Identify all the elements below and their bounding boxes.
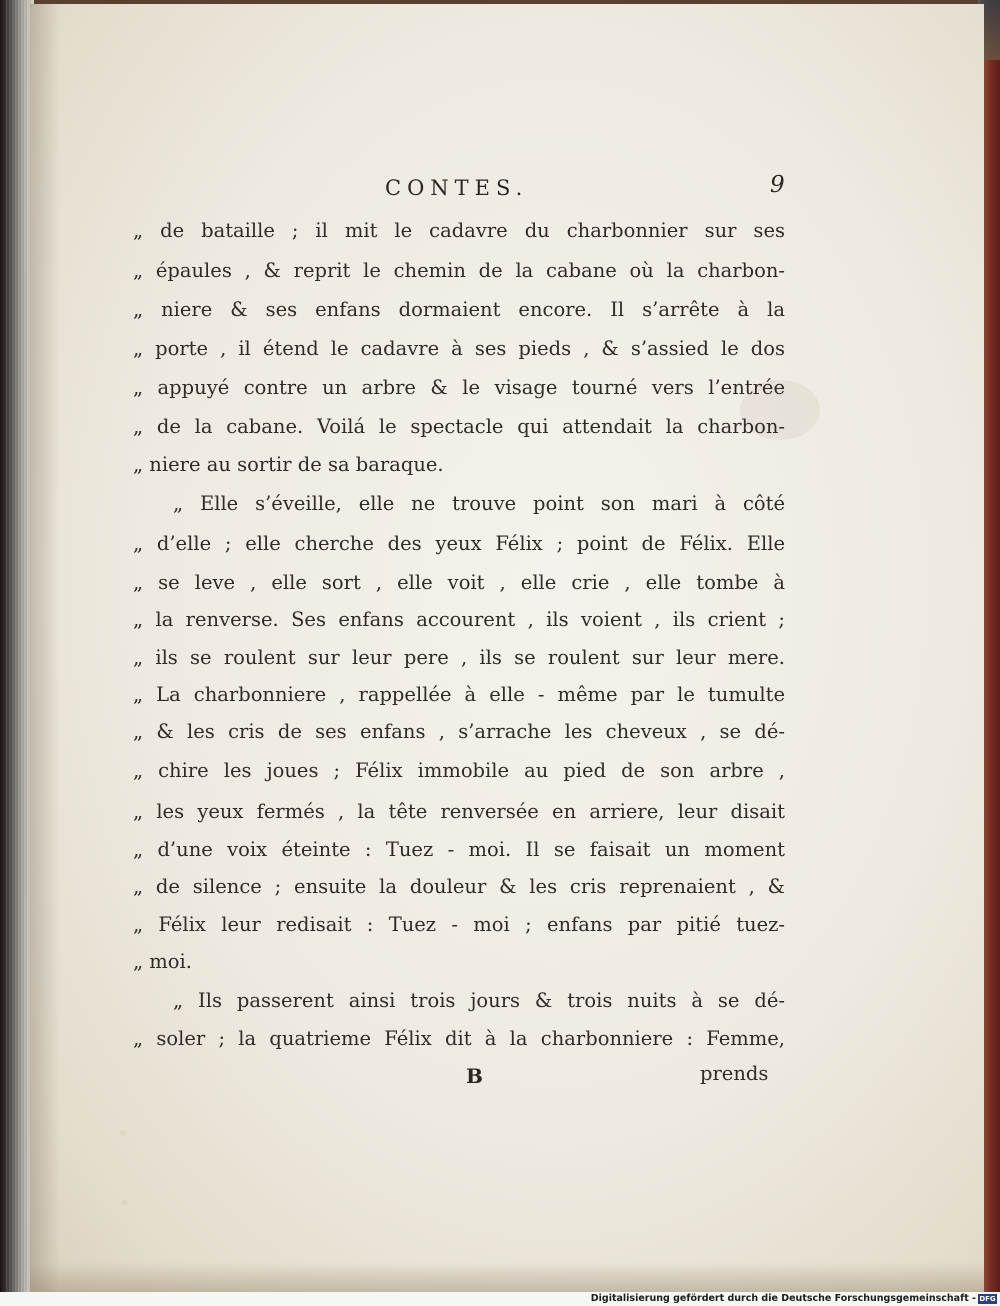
body-line: „ d’une voix éteinte : Tuez - moi. Il se faisait un moment (133, 838, 785, 861)
body-line: „ niere & ses enfans dormaient encore. Il s’arrête à la (133, 298, 785, 321)
body-line: „ de bataille ; il mit le cadavre du charbonnier sur ses (133, 219, 785, 242)
body-line: „ La charbonniere , rappellée à elle - même par le tumulte (133, 683, 785, 706)
body-line: „ & les cris de ses enfans , s’arrache les cheveux , se dé- (133, 720, 785, 743)
body-line: „ niere au sortir de sa baraque. (133, 453, 444, 476)
running-head: CONTES. (385, 176, 529, 200)
paper-speck (122, 1200, 127, 1205)
page-stack-lines (6, 0, 28, 1306)
page-bottom-shadow (30, 1262, 984, 1292)
body-line: „ de silence ; ensuite la douleur & les cris reprenaient , & (133, 875, 785, 898)
body-line: „ Félix leur redisait : Tuez - moi ; enfans par pitié tuez- (133, 913, 785, 936)
page-gutter-shadow (30, 4, 60, 1292)
body-line-indent: „ Elle s’éveille, elle ne trouve point son mari à côté (173, 492, 785, 515)
catchword: prends (700, 1062, 769, 1085)
body-line: „ épaules , & reprit le chemin de la cabane où la charbon- (133, 259, 785, 282)
dfg-logo: DFG (979, 1295, 996, 1303)
body-line: „ ils se roulent sur leur pere , ils se roulent sur leur mere. (133, 646, 785, 669)
funding-credit: Digitalisierung gefördert durch die Deutsche Forschungsgemeinschaft - (590, 1293, 976, 1304)
body-line: „ chire les joues ; Félix immobile au pied de son arbre , (133, 759, 785, 782)
page-number: 9 (770, 172, 785, 198)
paper-speck (120, 1130, 126, 1136)
body-line: „ de la cabane. Voilá le spectacle qui attendait la charbon- (133, 415, 785, 438)
body-line: „ moi. (133, 950, 192, 973)
body-line: „ la renverse. Ses enfans accourent , ils voient , ils crient ; (133, 608, 785, 631)
body-line-indent: „ Ils passerent ainsi trois jours & trois nuits à se dé- (173, 989, 785, 1012)
body-line: „ soler ; la quatrieme Félix dit à la charbonniere : Femme, (133, 1027, 785, 1050)
body-line: „ d’elle ; elle cherche des yeux Félix ; point de Félix. Elle (133, 532, 785, 555)
body-line: „ porte , il étend le cadavre à ses pieds , & s’assied le dos (133, 337, 785, 360)
body-line: „ appuyé contre un arbre & le visage tourné vers l’entrée (133, 376, 785, 399)
body-line: „ se leve , elle sort , elle voit , elle crie , elle tombe à (133, 571, 785, 594)
body-line: „ les yeux fermés , la tête renversée en arriere, leur disait (133, 800, 785, 823)
signature-mark: B (466, 1064, 483, 1088)
